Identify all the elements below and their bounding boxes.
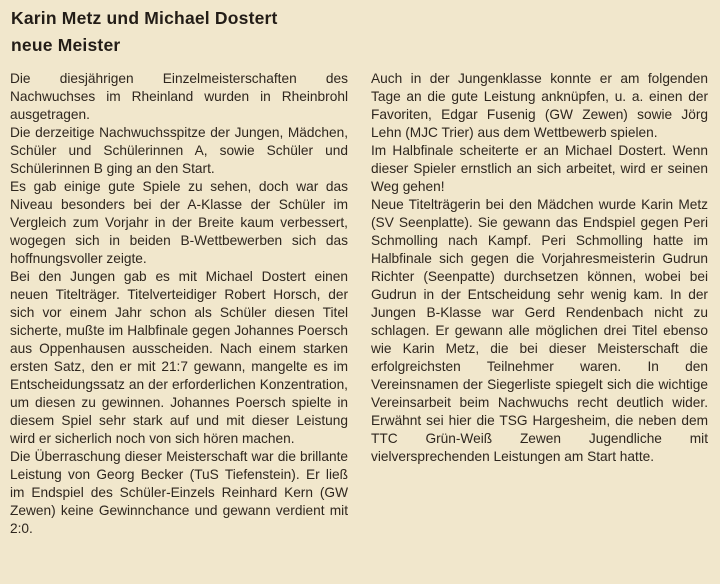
headline-line-1: Karin Metz und Michael Dostert [11,8,278,28]
article-column-left [10,70,348,538]
paragraph: Auch in der Jungenklasse konnte er am folgenden Tage an die gute Leistung anknüpfen, u. a. einen der Favoriten, Edgar Fusenig (GW Zewen) sowie Jörg Lehn (MJC Trier) aus dem Wettbewerb spielen. [371,71,708,140]
article-headline [11,5,411,59]
paragraph: Es gab einige gute Spiele zu sehen, doch war das Niveau besonders bei der A-Klasse der Schüler im Vergleich zum Vorjahr in der Breite kaum verbessert, wogegen sich in beiden B-Wettbewerben sich das hoffnungsvoller zeigte. [10,179,348,266]
article-column-right [371,70,708,466]
paragraph: Im Halbfinale scheiterte er an Michael Dostert. Wenn dieser Spieler ernstlich an sich arbeitet, wird er seinen Weg gehen! [371,143,708,194]
headline-line-2: neue Meister [11,35,121,55]
paragraph: Bei den Jungen gab es mit Michael Dostert einen neuen Titelträger. Titelverteidiger Robert Horsch, der sich vor einem Jahr schon als Schüler diesen Titel sicherte, mußte im Halbfinale gegen Johannes Poersch aus Oppenhausen ausscheiden. Nach einem starken ersten Satz, den er mit 21:7 gewann, mangelte es im Entscheidungssatz an der erforderlichen Konzentration, um diesen zu gewinnen. Johannes Poersch spielte in diesem Spiel sehr stark auf und mit dieser Leistung wird er sicherlich noch von sich hören machen. [10,269,348,446]
paragraph: Die Überraschung dieser Meisterschaft war die brillante Leistung von Georg Becker (TuS Tiefenstein). Er ließ im Endspiel des Schüler-Einzels Reinhard Kern (GW Zewen) keine Gewinnchance und gewann verdient mit 2:0. [10,449,348,536]
paragraph: Die derzeitige Nachwuchsspitze der Jungen, Mädchen, Schüler und Schülerinnen A, sowie Schüler und Schülerinnen B ging an den Start. [10,125,348,176]
paragraph: Neue Titelträgerin bei den Mädchen wurde Karin Metz (SV Seenplatte). Sie gewann das Endspiel gegen Peri Schmolling nach Kampf. Peri Schmolling hatte im Halbfinale sich gegen die Vorjahresmeisterin Gudrun Richter (Seenpatte) durchsetzen können, wobei bei Gudrun in der Entscheidung sehr wenig kam. In der Jungen B-Klasse war Gerd Rendenbach nicht zu schlagen. Er gewann alle möglichen drei Titel ebenso wie Karin Metz, die bei dieser Meisterschaft die erfolgreichsten Teilnehmer waren. In den Vereinsnamen der Siegerliste spiegelt sich die wichtige Vereinsarbeit beim Nachwuchs recht deutlich wider. Erwähnt sei hier die TSG Hargesheim, die neben dem TTC Grün-Weiß Zewen Jugendliche mit vielversprechenden Leistungen am Start hatte. [371,197,708,464]
paragraph: Die diesjährigen Einzelmeisterschaften des Nachwuchses im Rheinland wurden in Rheinbrohl ausgetragen. [10,71,348,122]
